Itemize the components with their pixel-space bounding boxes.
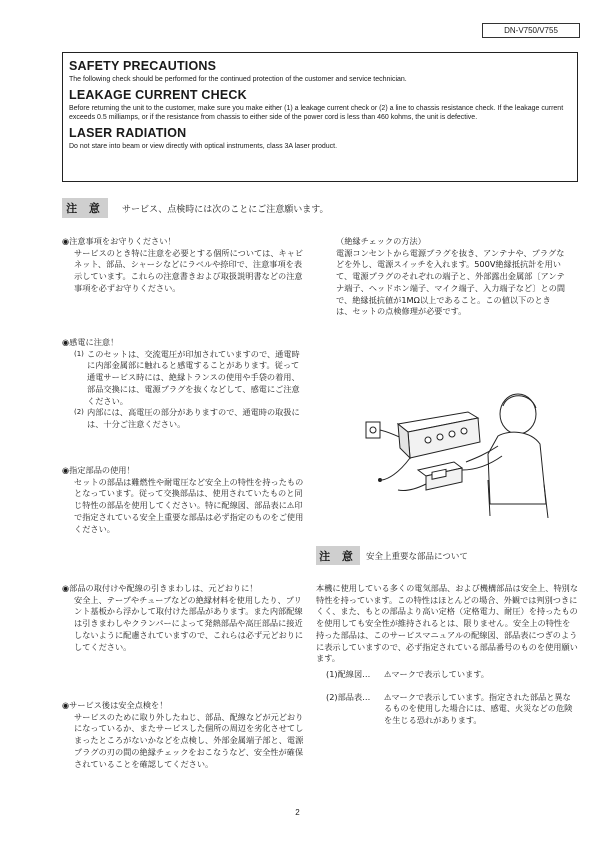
- section-body: サービスのために取り外したねじ、部品、配線などが元どおりになっているか、またサービスした個所の周辺を劣化させてしまったところがないかなどを点検し、外部金属端子部と、電源プラグの刃の間の絶縁チェックをおこなうなど、安全性が確保されていることを確認してください。: [74, 711, 304, 769]
- list-item: [62, 349, 305, 408]
- section-observe-notes: [62, 236, 305, 295]
- leakage-title: LEAKAGE CURRENT CHECK: [69, 87, 247, 102]
- section-title: ◉部品の取付けや配線の引きまわしは、元どおりに！: [62, 583, 258, 593]
- caution-label: 注 意: [316, 546, 360, 565]
- section-reassembly: [62, 583, 305, 653]
- laser-text: Do not stare into beam or view directly with optical instruments, class 3A laser product.: [69, 142, 338, 150]
- section-electric-shock: [62, 337, 305, 431]
- laser-title: LASER RADIATION: [69, 125, 187, 140]
- section-body: セットの部品は難燃性や耐電圧など安全上の特性を持ったものとなっています。従って交換部品は、使用されていたものと同じ特性の部品を使用してください。特に配線図、部品表に⚠印で指定されている安全上重要な部品は必ず指定のものをご使用ください。: [74, 476, 304, 534]
- section-title: ◉感電に注意！: [62, 337, 119, 347]
- important-body: 本機に使用している多くの電気部品、および機構部品は安全上、特別な特性を持っています。この特性はほとんどの場合、外観では判別つきにくく、また、もとの部品より高い定格（定格電力、耐圧）を持ったものを使用しても安全性が維持されるとは、限りません。安全上の特性を持った部品は、このサービスマニュアルの配線図、部品表につぎのように表示していますので、必ず指定されている部品番号のものを使用願います。: [316, 583, 579, 664]
- caution-header: [62, 198, 329, 218]
- definition-item: [316, 692, 578, 727]
- definition-text: ⚠マークで表示しています。: [384, 668, 489, 679]
- item-number: (2): [74, 408, 84, 417]
- insulation-test-illustration: [358, 384, 553, 524]
- item-text: このセットは、交流電圧が印加されていますので、通電時に内部金属部に触れると感電することがあります。従って通電サービス時には、絶縁トランスの使用や手袋の着用、部品交換には、電源プラグを抜くなどして、感電にご注意ください。: [87, 348, 300, 406]
- caution-important-parts: [316, 546, 468, 565]
- list-item: [62, 407, 305, 430]
- caution-text: 安全上重要な部品について: [366, 551, 468, 562]
- section-body: サービスのとき特に注意を必要とする個所については、キャビネット、部品、シャーシなどにラベルや捺印で、注意事項を表示しています。これらの注意書きおよび取扱説明書などの注意事項を必ずお守りください。: [74, 247, 304, 293]
- item-number: (1): [74, 349, 84, 358]
- section-body: 安全上、テープやチューブなどの絶縁材料を使用したり、プリント基板から浮かして取付けた部品があります。また内部配線は引きまわしやクランパーによって発熱部品や高圧部品に接近しないように配慮されていますので、これらは必ず元どおりにしてください。: [74, 594, 304, 652]
- section-specified-parts: [62, 465, 305, 535]
- page-number: 2: [295, 808, 300, 817]
- section-title: ◉注意事項をお守りください！: [62, 236, 176, 246]
- safety-text: The following check should be performed for the continued protection of the customer and service technician.: [69, 76, 407, 83]
- definition-label: (2)部品表…: [326, 691, 371, 702]
- important-parts-text: [316, 583, 578, 727]
- safety-title: SAFETY PRECAUTIONS: [69, 59, 217, 73]
- definition-text: ⚠マークで表示しています。指定された部品と異なるものを使用した場合には、感電、火災などの危険を生じる恐れがあります。: [384, 691, 573, 726]
- model-number: DN-V750/V755: [482, 23, 580, 38]
- item-text: 内部には、高電圧の部分がありますので、通電時の取扱には、十分ご注意ください。: [87, 407, 300, 429]
- section-title: ◉指定部品の使用！: [62, 465, 135, 475]
- safety-precautions-box: [62, 52, 578, 182]
- insulation-check: [316, 236, 566, 318]
- section-title: ◉サービス後は安全点検を！: [62, 700, 168, 710]
- check-title: （絶縁チェックの方法）: [336, 236, 426, 246]
- definition-label: (1)配線図…: [326, 668, 371, 679]
- caution-label: 注 意: [62, 198, 108, 218]
- section-safety-inspection: [62, 700, 305, 770]
- caution-text: サービス、点検時には次のことにご注意願います。: [122, 204, 329, 215]
- leakage-text: Before returning the unit to the customer, make sure you make either (1) a leakage current check or (2) a line to chassis resistance check. If the leakage current exceeds 0.5 milliamps, or if the resistance from chassis to either side of the power cord is less than 460 kohms, the unit is defective.: [69, 104, 564, 121]
- definition-item: [316, 669, 578, 681]
- check-body: 電源コンセントから電源プラグを抜き、アンテナや、プラグなどを外し、電源スイッチを入れます。500V絶縁抵抗計を用いて、電源プラグのそれぞれの端子と、外部露出金属部〔アンテナ端子、ヘッドホン端子、マイク端子、入力端子など〕との間で、絶縁抵抗値が1MΩ以上であること。この値以下のときは、セットの点検修理が必要です。: [336, 247, 566, 317]
